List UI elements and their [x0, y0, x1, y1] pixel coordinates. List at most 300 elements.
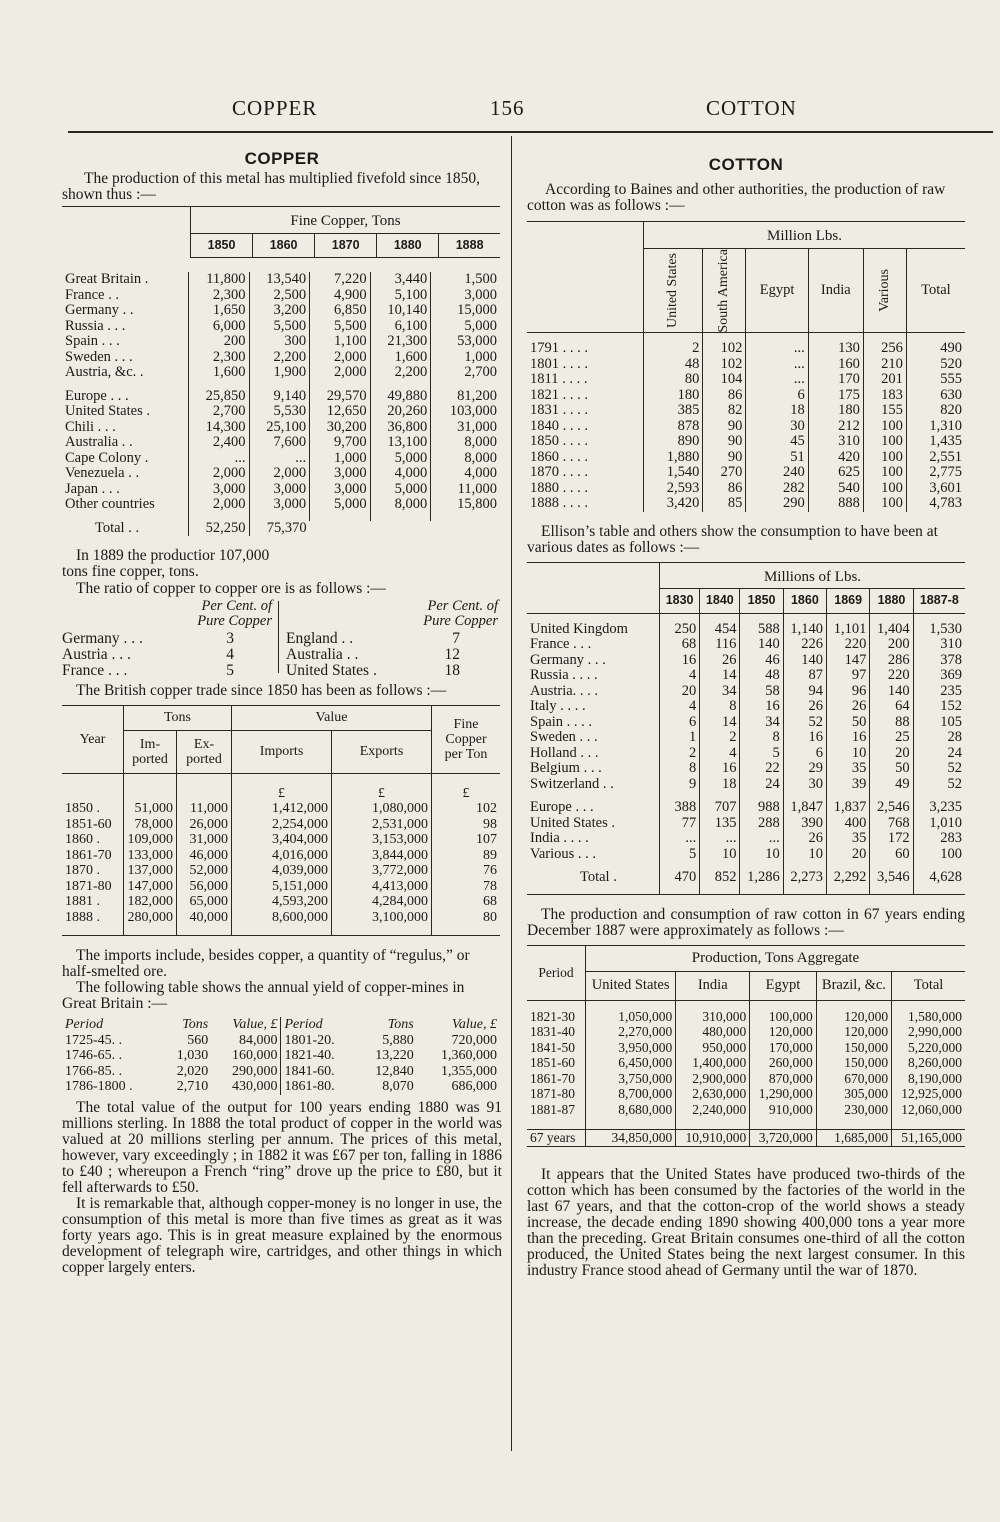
table-cell: 3,720,000 [750, 1130, 817, 1147]
table-row [62, 879, 500, 895]
table-cell: 720,000 [451, 1032, 497, 1048]
table-row [62, 272, 500, 288]
table-cell: 3,601 [906, 481, 965, 497]
table-cell: 116 [700, 637, 740, 653]
table-cell: 2,700 [431, 365, 500, 381]
table-cell: 16 [700, 761, 740, 777]
table-row [527, 622, 965, 638]
table-row [527, 372, 965, 388]
ratio-row [62, 663, 272, 679]
column-header: Egypt [750, 972, 817, 1001]
table-cell: 15,800 [431, 497, 500, 513]
row-label: Belgium . . . [530, 760, 602, 777]
ratio-country: France . . . [62, 662, 128, 679]
table-cell: 2,500 [249, 288, 310, 304]
table-cell: 283 [913, 831, 965, 847]
table-cell: 97 [827, 668, 870, 684]
row-label: Sweden . . . [530, 729, 598, 746]
table-cell: 150,000 [816, 1040, 891, 1056]
table-row [62, 863, 500, 879]
column-header [703, 248, 746, 333]
table-cell: 5,000 [310, 497, 371, 513]
table-cell: 3,000 [189, 482, 250, 498]
table-row [62, 497, 500, 513]
table-cell: 454 [700, 622, 740, 638]
table-cell: 4,593,200 [232, 894, 332, 910]
table-cell: 3,000 [310, 482, 371, 498]
row-label: 1851-60 [65, 816, 112, 832]
table-cell: 36,800 [370, 420, 431, 436]
row-label: 1888 . . . . [530, 495, 588, 512]
ratio-country: United States . [286, 662, 377, 679]
row-label: India . . . . [530, 830, 589, 847]
table-cell: 11,800 [189, 272, 250, 288]
table-cell: 175 [808, 388, 863, 404]
table-cell: 430,000 [231, 1079, 278, 1094]
table-cell: 86 [703, 481, 746, 497]
table-cell: ... [746, 357, 808, 373]
table-row [62, 848, 500, 864]
table-cell: 1,290,000 [750, 1086, 817, 1102]
table-cell: 109,000 [124, 832, 177, 848]
row-label: 1861-80. [281, 1079, 357, 1095]
table-cell: 5,000 [370, 451, 431, 467]
table-cell: 8 [740, 730, 783, 746]
table-row [527, 341, 965, 357]
mines-header: Value, £ [232, 1017, 278, 1032]
table-cell: 707 [700, 800, 740, 816]
table-cell: 130 [808, 341, 863, 357]
row-label: 1821-30 [530, 1008, 575, 1024]
table-row [62, 404, 500, 420]
table-row [527, 1102, 965, 1118]
table-cell: 1,847 [783, 800, 826, 816]
table-cell: 378 [913, 653, 965, 669]
table-cell: 100 [863, 419, 906, 435]
table-cell: 220 [827, 637, 870, 653]
table-cell: 3,546 [870, 870, 913, 886]
table-cell: 52,000 [177, 863, 232, 879]
table-cell: 26 [783, 831, 826, 847]
table-cell: 2,020 [176, 1063, 209, 1079]
table-cell: 14 [700, 668, 740, 684]
table-cell: 12,060,000 [892, 1102, 965, 1118]
table-cell: 11,000 [431, 482, 500, 498]
table-cell: 25 [870, 730, 913, 746]
ratio-row [62, 647, 272, 663]
table-cell: 1,580,000 [892, 1009, 965, 1025]
table-cell: 180 [808, 403, 863, 419]
table-cell: 820 [906, 403, 965, 419]
table-cell: 3,100,000 [332, 910, 432, 926]
table-cell: 140 [783, 653, 826, 669]
trade-intro: The British copper trade since 1850 has been as follows :— [76, 682, 447, 699]
table-cell: 280,000 [124, 910, 177, 926]
column-header: India [808, 248, 863, 333]
table-cell: 2,000 [310, 350, 371, 366]
row-label: 1881-87 [530, 1101, 575, 1117]
ratio-value: 5 [226, 662, 234, 679]
table-cell: 104 [703, 372, 746, 388]
table-row [527, 746, 965, 762]
mines-header: Tons [387, 1017, 414, 1032]
table-cell: 98 [432, 817, 501, 833]
row-label: 1860 . [65, 832, 100, 847]
table-row [527, 761, 965, 777]
table-cell: 80 [644, 372, 703, 388]
cotton-intro: According to Baines and other authorities, the production of raw cotton was as follows :— [527, 181, 946, 214]
row-label: Spain . . . . [530, 713, 593, 730]
row-label: France . . [65, 286, 119, 303]
table-cell: 670,000 [816, 1071, 891, 1087]
table-cell: 15,000 [431, 303, 500, 319]
ratio-country: Germany . . . [62, 630, 143, 647]
copper-production-table [62, 206, 500, 258]
mines-header: Value, £ [451, 1017, 497, 1032]
table-cell: 852 [700, 870, 740, 886]
table-row [62, 466, 500, 482]
year-header: 1888 [439, 233, 500, 258]
table-cell: 16 [783, 730, 826, 746]
table-cell: 1,540 [644, 465, 703, 481]
table-cell: 1,600 [189, 365, 250, 381]
table-cell: 4,783 [906, 496, 965, 512]
table-row [527, 684, 965, 700]
table-cell: 5,500 [249, 319, 310, 335]
ratio-row [286, 631, 498, 647]
table-cell: 686,000 [451, 1079, 497, 1094]
table-cell: 52,250 [189, 521, 250, 537]
table-row [527, 434, 965, 450]
table-cell: 11,000 [177, 801, 232, 817]
table-cell: 3,153,000 [332, 832, 432, 848]
row-label: Total . [580, 869, 617, 886]
row-label: 1811 . . . . [530, 371, 588, 388]
table-cell: 100 [863, 434, 906, 450]
row-label: Various . . . [530, 845, 597, 862]
table-row [527, 637, 965, 653]
row-label: 1841-60. [281, 1064, 357, 1080]
table-cell: 29,570 [310, 389, 371, 405]
table-cell: 1 [660, 730, 700, 746]
table-cell: 4 [660, 668, 700, 684]
table-row [527, 481, 965, 497]
table-cell: 988 [740, 800, 783, 816]
table-cell: 8,190,000 [892, 1071, 965, 1087]
table-cell: 102 [703, 341, 746, 357]
table-row [527, 816, 965, 832]
table-cell: 10 [827, 746, 870, 762]
table-cell: 30 [783, 777, 826, 793]
column-header: India [676, 972, 750, 1001]
table-cell: 86 [703, 388, 746, 404]
cotton-column [527, 145, 965, 1279]
table-cell: 6 [783, 746, 826, 762]
row-label: 1871-80 [530, 1086, 575, 1102]
table-row [62, 365, 500, 381]
row-label: 1851-60 [530, 1055, 575, 1071]
table-cell: 12,650 [310, 404, 371, 420]
table-cell: 480,000 [676, 1024, 750, 1040]
table-row [62, 1064, 500, 1080]
table-cell: 5,151,000 [232, 879, 332, 895]
table-cell: 2,700 [189, 404, 250, 420]
table-cell: 470 [660, 870, 700, 886]
table-cell: 3,440 [370, 272, 431, 288]
table-cell: 1,400,000 [676, 1055, 750, 1071]
table-cell: 2,000 [189, 497, 250, 513]
table-row [62, 303, 500, 319]
row-label: 1801-20. [281, 1033, 357, 1049]
table-cell: 1,435 [906, 434, 965, 450]
table-cell: 68 [660, 637, 700, 653]
table-cell: 9,140 [249, 389, 310, 405]
row-label: 1880 . . . . [530, 479, 588, 496]
table-cell: 290,000 [231, 1063, 278, 1079]
year-header: 1887-8 [913, 589, 965, 614]
table-cell: 29 [783, 761, 826, 777]
table-cell: 26 [827, 699, 870, 715]
ellison-intro: Ellison’s table and others show the consumption to have been at various dates as follows :— [527, 522, 938, 556]
para-remarkable: It is remarkable that, although copper-money is no longer in use, the consumption of this metal is more than five times as great as it was forty years ago. This is in great measure explained by the enormous development of telegraph wire, cartridges, and other things in which copper largely enters. [62, 1194, 502, 1276]
table-cell: 210 [863, 357, 906, 373]
table-cell: 18 [746, 403, 808, 419]
table-cell: ... [746, 372, 808, 388]
row-label: Cape Colony . [65, 449, 149, 466]
table-cell: 21,300 [370, 334, 431, 350]
column-header-label: United States [665, 252, 681, 328]
column-header-label: South America [716, 248, 732, 333]
row-label: Spain . . . [65, 333, 120, 349]
table-cell: 56,000 [177, 879, 232, 895]
table-cell: 78,000 [124, 817, 177, 833]
table-cell: 1,140 [783, 622, 826, 638]
table-cell: 1,600 [370, 350, 431, 366]
table-cell: ... [700, 831, 740, 847]
table-cell: 24 [913, 746, 965, 762]
table-row [62, 451, 500, 467]
ratio-country: England . . [286, 630, 354, 647]
table-cell: 20 [870, 746, 913, 762]
row-label: Russia . . . [65, 317, 126, 334]
row-label: 1861-70 [530, 1070, 575, 1086]
table-cell: 25,100 [249, 420, 310, 436]
table-cell: 1,050,000 [586, 1009, 676, 1025]
row-label: 1840 . . . . [530, 417, 588, 434]
table-cell: 94 [783, 684, 826, 700]
table-cell: 870,000 [750, 1071, 817, 1087]
row-label: 1871-80 [65, 878, 112, 894]
table-cell: 40,000 [177, 910, 232, 926]
table-row [62, 435, 500, 451]
table-cell: 8 [700, 699, 740, 715]
table-cell: 5 [660, 847, 700, 863]
ratio-value: 12 [444, 646, 460, 663]
table-cell: 14 [700, 715, 740, 731]
table-cell: 3,950,000 [586, 1040, 676, 1056]
table-row [527, 730, 965, 746]
table-cell: 89 [432, 848, 501, 864]
table-cell: 14,300 [189, 420, 250, 436]
table-cell: 4,016,000 [232, 848, 332, 864]
table-row [527, 831, 965, 847]
table-cell: 490 [906, 341, 965, 357]
row-label: 1850 . . . . [530, 433, 588, 450]
table-cell: 8,600,000 [232, 910, 332, 926]
table-cell: 369 [913, 668, 965, 684]
table-cell: 4 [700, 746, 740, 762]
table-cell: 2,273 [783, 870, 826, 886]
table-row [62, 319, 500, 335]
table-cell: 250 [660, 622, 700, 638]
table-cell: 87 [783, 668, 826, 684]
table-cell: 2,270,000 [586, 1024, 676, 1040]
table-cell: 3,844,000 [332, 848, 432, 864]
table-cell: 3,235 [913, 800, 965, 816]
table-cell: 1,412,000 [232, 801, 332, 817]
mines-intro: The following table shows the annual yield of copper-mines in Great Britain :— [62, 979, 465, 1012]
table-row [527, 668, 965, 684]
table-cell: 103,000 [431, 404, 500, 420]
row-label: 1801 . . . . [530, 355, 588, 372]
table-cell: 88 [870, 715, 913, 731]
table-cell: 3,000 [249, 482, 310, 498]
table-cell: 64 [870, 699, 913, 715]
table-cell: 5,530 [249, 404, 310, 420]
table-cell: 102 [432, 801, 501, 817]
th-value: Value [232, 706, 432, 731]
table-cell: 270 [703, 465, 746, 481]
table-row [62, 482, 500, 498]
table-cell: 13,100 [370, 435, 431, 451]
copper-production-rows [62, 272, 500, 536]
table-cell: 9,700 [310, 435, 371, 451]
table-cell: 3,000 [431, 288, 500, 304]
table-row [62, 1033, 500, 1049]
mines-header: Tons [182, 1017, 209, 1032]
table-cell: 768 [870, 816, 913, 832]
table-cell: 2,551 [906, 450, 965, 466]
unit-label: £ [432, 786, 501, 802]
table-cell: 65,000 [177, 894, 232, 910]
table-cell: 4,000 [431, 466, 500, 482]
table-cell: 100 [863, 481, 906, 497]
table-cell: 16 [740, 699, 783, 715]
table-cell: 46 [740, 653, 783, 669]
row-label: Holland . . . [530, 744, 599, 761]
row-label: Europe . . . [65, 387, 129, 404]
table-cell: 3,772,000 [332, 863, 432, 879]
table-cell: 24 [740, 777, 783, 793]
row-label: 1791 . . . . [530, 340, 588, 357]
total-row [527, 1130, 965, 1147]
row-label: Germany . . . [530, 651, 606, 668]
table-cell: 45 [746, 434, 808, 450]
table-cell: 5,000 [370, 482, 431, 498]
row-label: France . . . [530, 636, 592, 653]
table-cell: 22 [740, 761, 783, 777]
table-cell: 12,840 [375, 1063, 414, 1079]
table-cell: 1,404 [870, 622, 913, 638]
table-cell: ... [189, 451, 250, 467]
aggregate-intro: The production and consumption of raw cotton in 67 years ending December 1887 were approximately as follows :— [527, 905, 965, 939]
table-cell: 4,000 [370, 466, 431, 482]
table-cell: 31,000 [431, 420, 500, 436]
table-row [62, 801, 500, 817]
page-number: 156 [490, 96, 525, 120]
column-header: Total [906, 248, 965, 333]
table-row [62, 910, 500, 926]
table-cell: 520 [906, 357, 965, 373]
table-cell: 20 [660, 684, 700, 700]
year-header: 1840 [700, 589, 740, 614]
table-cell: 2,546 [870, 800, 913, 816]
table-cell: 6,450,000 [586, 1055, 676, 1071]
table-cell: 2,900,000 [676, 1071, 750, 1087]
year-header: 1870 [315, 233, 377, 258]
table-cell: ... [660, 831, 700, 847]
table-cell: 105 [913, 715, 965, 731]
para-1889: In 1889 the productior 107,000 tons fine copper, tons. [62, 547, 270, 580]
cotton-title: COTTON [708, 155, 784, 174]
table-cell: 100 [863, 465, 906, 481]
table-cell: 388 [660, 800, 700, 816]
table-cell: 4,284,000 [332, 894, 432, 910]
row-label: Venezuela . . [65, 465, 140, 481]
table-cell: 4,900 [310, 288, 371, 304]
row-label: 1786-1800 . [65, 1079, 133, 1094]
table-cell: 60 [870, 847, 913, 863]
table-cell: 200 [870, 637, 913, 653]
column-header: Total [892, 972, 965, 1001]
table-cell: 286 [870, 653, 913, 669]
table-cell: 8,260,000 [892, 1055, 965, 1071]
table-cell: 100,000 [750, 1009, 817, 1025]
table-cell: 81,200 [431, 389, 500, 405]
table-caption: Fine Copper, Tons [191, 211, 501, 233]
table-cell: 8 [660, 761, 700, 777]
ratio-head-right: Per Cent. of Pure Copper [423, 598, 498, 629]
th-exports: Exports [332, 730, 432, 773]
table-cell: 420 [808, 450, 863, 466]
row-label: 1725-45. . [65, 1032, 123, 1048]
table-cell: 2 [644, 341, 703, 357]
table-cell: 90 [703, 450, 746, 466]
table-cell: 7,220 [310, 272, 371, 288]
table-cell: 16 [827, 730, 870, 746]
row-label: Other countries [65, 496, 155, 512]
table-cell: 53,000 [431, 334, 500, 350]
table-cell: 1,010 [913, 816, 965, 832]
row-label: 1870 . . . . [530, 464, 588, 481]
table-cell: 100 [863, 450, 906, 466]
table-cell: 910,000 [750, 1102, 817, 1118]
table-cell: 3,000 [249, 497, 310, 513]
table-cell: 310 [913, 637, 965, 653]
table-cell: 310 [808, 434, 863, 450]
table-cell: 133,000 [124, 848, 177, 864]
table-cell: 8,000 [370, 497, 431, 513]
table-cell: 6,850 [310, 303, 371, 319]
table-cell: 35 [827, 831, 870, 847]
table-cell: 13,220 [375, 1048, 414, 1063]
table-cell: 160,000 [231, 1048, 278, 1063]
ratio-value: 18 [444, 662, 460, 679]
table-row [527, 1009, 965, 1025]
ratio-intro: The ratio of copper to copper ore is as follows :— [76, 580, 386, 597]
table-cell: 290 [746, 496, 808, 512]
table-cell: 180 [644, 388, 703, 404]
